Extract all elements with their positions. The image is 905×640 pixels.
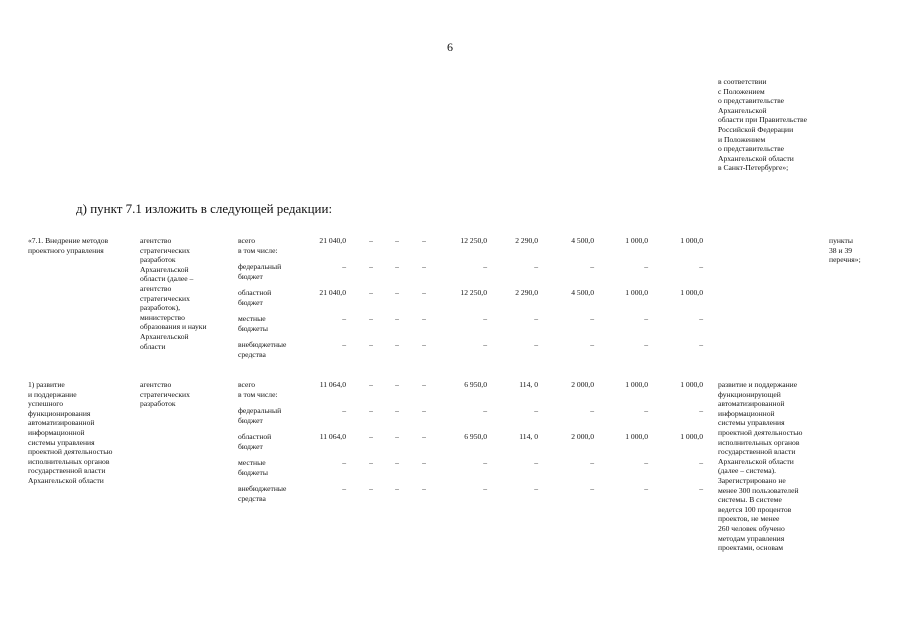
amount-cell: –	[483, 262, 487, 271]
measure-name-line: исполнительных органов	[28, 456, 110, 466]
executor-line: разработок	[140, 255, 176, 265]
amount-cell: –	[590, 484, 594, 493]
amount-cell: –	[699, 314, 703, 323]
measure-name-line: информационной	[28, 427, 85, 437]
amount-cell: –	[369, 236, 373, 245]
funding-source-line: бюджет	[238, 415, 263, 425]
amount-cell: 1 000,0	[625, 288, 648, 297]
funding-source-line: средства	[238, 493, 266, 503]
measure-name-line: успешного	[28, 399, 64, 409]
funding-source	[238, 262, 281, 281]
amount-cell: –	[590, 314, 594, 323]
expected-result-line: ведется 100 процентов	[718, 504, 792, 514]
expected-result-line: (далее – система).	[718, 466, 776, 476]
amount-cell: –	[342, 484, 346, 493]
amount-cell: –	[422, 236, 426, 245]
executor-line: стратегических	[140, 389, 190, 399]
expected-result-line: проектов, не менее	[718, 514, 780, 524]
expected-result-line: исполнительных органов	[718, 437, 800, 447]
amount-cell: 1 000,0	[680, 288, 703, 297]
right-note-line: в Санкт-Петербурге»;	[718, 163, 789, 173]
expected-result-line: автоматизированной	[718, 399, 785, 409]
executor-line: Архангельской	[140, 331, 189, 341]
amount-cell: 2 000,0	[571, 432, 594, 441]
expected-result	[718, 380, 802, 553]
right-note	[718, 77, 807, 173]
funding-source-line: внебюджетные	[238, 484, 287, 493]
amount-cell: –	[395, 458, 399, 467]
amount-cell: 1 000,0	[625, 380, 648, 389]
expected-result-line: проектной деятельностью	[718, 427, 803, 437]
funding-source-line: местные	[238, 314, 266, 323]
amount-cell: 11 064,0	[319, 380, 346, 389]
funding-source-line: всего	[238, 380, 256, 389]
measure-name-line: государственной власти	[28, 466, 106, 476]
amount-cell: –	[369, 262, 373, 271]
funding-source-line: бюджеты	[238, 467, 268, 477]
page-number: 6	[447, 40, 453, 54]
funding-source	[238, 406, 281, 425]
amount-cell: –	[422, 432, 426, 441]
reference-note-line: пункты	[829, 236, 853, 245]
amount-cell: –	[483, 484, 487, 493]
expected-result-line: системы. В системе	[718, 495, 782, 505]
expected-result-line: проектами, основам	[718, 543, 784, 553]
amount-cell: 1 000,0	[680, 432, 703, 441]
measure-name-line: проектного управления	[28, 245, 104, 255]
expected-result-line: государственной власти	[718, 447, 796, 457]
funding-source-line: в том числе:	[238, 245, 278, 255]
amount-cell: –	[534, 406, 538, 415]
amount-cell: 1 000,0	[680, 236, 703, 245]
measure-name-line: автоматизированной	[28, 418, 95, 428]
amount-cell: –	[395, 380, 399, 389]
amount-cell: –	[534, 458, 538, 467]
executor	[140, 236, 207, 351]
amount-cell: –	[483, 340, 487, 349]
amount-cell: –	[395, 406, 399, 415]
amount-cell: –	[699, 340, 703, 349]
amount-cell: –	[395, 314, 399, 323]
executor-line: разработок	[140, 399, 176, 409]
amount-cell: –	[590, 458, 594, 467]
amount-cell: 6 950,0	[464, 380, 487, 389]
funding-source	[238, 380, 278, 399]
measure-name-line: Архангельской области	[28, 475, 104, 485]
amount-cell: –	[422, 314, 426, 323]
measure-name	[28, 380, 112, 486]
executor-line: области (далее –	[140, 274, 194, 284]
funding-source-line: средства	[238, 349, 266, 359]
measure-name-line: функционирования	[28, 408, 91, 418]
funding-source-line: в том числе:	[238, 389, 278, 399]
amount-cell: –	[644, 458, 648, 467]
measure-name-line: «7.1. Внедрение методов	[28, 236, 109, 245]
measure-name-line: системы управления	[28, 437, 95, 447]
amount-cell: –	[590, 406, 594, 415]
amount-cell: –	[422, 262, 426, 271]
executor-line: стратегических	[140, 245, 190, 255]
amount-cell: –	[395, 340, 399, 349]
executor-line: агентство	[140, 236, 172, 245]
amount-cell: –	[369, 432, 373, 441]
amount-cell: –	[369, 484, 373, 493]
amount-cell: –	[422, 380, 426, 389]
funding-source-line: бюджет	[238, 297, 263, 307]
amount-cell: –	[644, 484, 648, 493]
amendment-heading: д) пункт 7.1 изложить в следующей редакции:	[76, 201, 333, 216]
amount-cell: –	[644, 314, 648, 323]
amount-cell: 4 500,0	[571, 288, 594, 297]
amount-cell: –	[422, 340, 426, 349]
amount-cell: –	[395, 288, 399, 297]
amount-cell: –	[699, 262, 703, 271]
amount-cell: –	[483, 458, 487, 467]
funding-source	[238, 458, 268, 477]
expected-result-line: 260 человек обучено	[718, 523, 785, 533]
amount-cell: 21 040,0	[319, 288, 346, 297]
expected-result-line: информационной	[718, 408, 775, 418]
executor-line: разработок),	[140, 303, 181, 313]
amount-cell: –	[534, 262, 538, 271]
funding-source-line: областной	[238, 288, 272, 297]
amount-cell: –	[699, 458, 703, 467]
amount-cell: –	[369, 406, 373, 415]
funding-source	[238, 314, 268, 333]
amount-cell: –	[644, 340, 648, 349]
amount-cell: –	[534, 314, 538, 323]
funding-source-line: бюджеты	[238, 323, 268, 333]
expected-result-line: менее 300 пользователей	[718, 485, 799, 495]
amount-cell: 1 000,0	[680, 380, 703, 389]
right-note-line: Российской Федерации	[718, 124, 794, 134]
reference-note-line: 38 и 39	[829, 245, 853, 255]
amount-cell: –	[644, 406, 648, 415]
amount-cell: 4 500,0	[571, 236, 594, 245]
amount-cell: –	[395, 262, 399, 271]
amount-cell: –	[342, 262, 346, 271]
executor-line: Архангельской	[140, 264, 189, 274]
amount-cell: 12 250,0	[460, 236, 487, 245]
amount-cell: –	[342, 458, 346, 467]
amount-cell: –	[342, 314, 346, 323]
amount-cell: –	[369, 458, 373, 467]
amount-cell: –	[534, 340, 538, 349]
amount-cell: –	[369, 340, 373, 349]
executor	[140, 380, 190, 409]
funding-source-line: всего	[238, 236, 256, 245]
expected-result-line: системы управления	[718, 418, 785, 428]
amount-cell: 21 040,0	[319, 236, 346, 245]
amount-cell: 1 000,0	[625, 432, 648, 441]
amount-cell: 6 950,0	[464, 432, 487, 441]
measure-name-line: 1) развитие	[28, 380, 65, 389]
funding-source-line: бюджет	[238, 271, 263, 281]
right-note-line: о представительстве	[718, 144, 785, 154]
amount-cell: –	[369, 380, 373, 389]
funding-source	[238, 432, 271, 451]
expected-result-line: развитие и поддержание	[718, 380, 798, 389]
funding-source-line: федеральный	[238, 406, 282, 415]
amount-cell: –	[483, 406, 487, 415]
amount-cell: –	[590, 262, 594, 271]
measure-name-line: проектной деятельностью	[28, 447, 113, 457]
right-note-line: в соответствии	[718, 77, 767, 86]
amount-cell: –	[342, 340, 346, 349]
amount-cell: –	[342, 406, 346, 415]
executor-line: стратегических	[140, 293, 190, 303]
amount-cell: –	[422, 406, 426, 415]
amount-cell: 2 000,0	[571, 380, 594, 389]
expected-result-line: Архангельской области	[718, 456, 794, 466]
amount-cell: –	[534, 484, 538, 493]
reference-note-line: перечня»;	[829, 255, 861, 265]
executor-line: агентство	[140, 283, 172, 293]
executor-line: области	[140, 341, 166, 351]
executor-line: министерство	[140, 312, 185, 322]
reference-note	[829, 236, 861, 265]
amount-cell: 2 290,0	[515, 236, 538, 245]
funding-source	[238, 288, 271, 307]
expected-result-line: Зарегистрировано не	[718, 475, 786, 485]
amount-cell: –	[369, 288, 373, 297]
amount-cell: –	[369, 314, 373, 323]
funding-source-line: местные	[238, 458, 266, 467]
amount-cell: –	[422, 458, 426, 467]
amount-cell: –	[422, 288, 426, 297]
amount-cell: –	[395, 432, 399, 441]
amount-cell: –	[699, 484, 703, 493]
amount-cell: 114, 0	[519, 380, 538, 389]
amount-cell: 1 000,0	[625, 236, 648, 245]
right-note-line: с Положением	[718, 86, 765, 96]
amount-cell: –	[395, 484, 399, 493]
amount-cell: 11 064,0	[319, 432, 346, 441]
amount-cell: –	[483, 314, 487, 323]
right-note-line: области при Правительстве	[718, 115, 807, 125]
amount-cell: –	[644, 262, 648, 271]
amount-cell: 2 290,0	[515, 288, 538, 297]
right-note-line: Архангельской	[718, 105, 767, 115]
expected-result-line: функционирующей	[718, 389, 781, 399]
right-note-line: о представительстве	[718, 96, 785, 106]
amount-cell: –	[699, 406, 703, 415]
funding-source-line: федеральный	[238, 262, 282, 271]
expected-result-line: методам управления	[718, 533, 785, 543]
executor-line: образования и науки	[140, 322, 207, 332]
amount-cell: –	[395, 236, 399, 245]
funding-source-line: областной	[238, 432, 272, 441]
amount-cell: 12 250,0	[460, 288, 487, 297]
measure-name-line: и поддержание	[28, 389, 77, 399]
right-note-line: и Положением	[718, 134, 766, 144]
amount-cell: 114, 0	[519, 432, 538, 441]
funding-source-line: внебюджетные	[238, 340, 287, 349]
funding-source-line: бюджет	[238, 441, 263, 451]
measure-name	[28, 236, 108, 255]
amount-cell: –	[590, 340, 594, 349]
right-note-line: Архангельской области	[718, 153, 794, 163]
funding-source	[238, 236, 278, 255]
executor-line: агентство	[140, 380, 172, 389]
amount-cell: –	[422, 484, 426, 493]
